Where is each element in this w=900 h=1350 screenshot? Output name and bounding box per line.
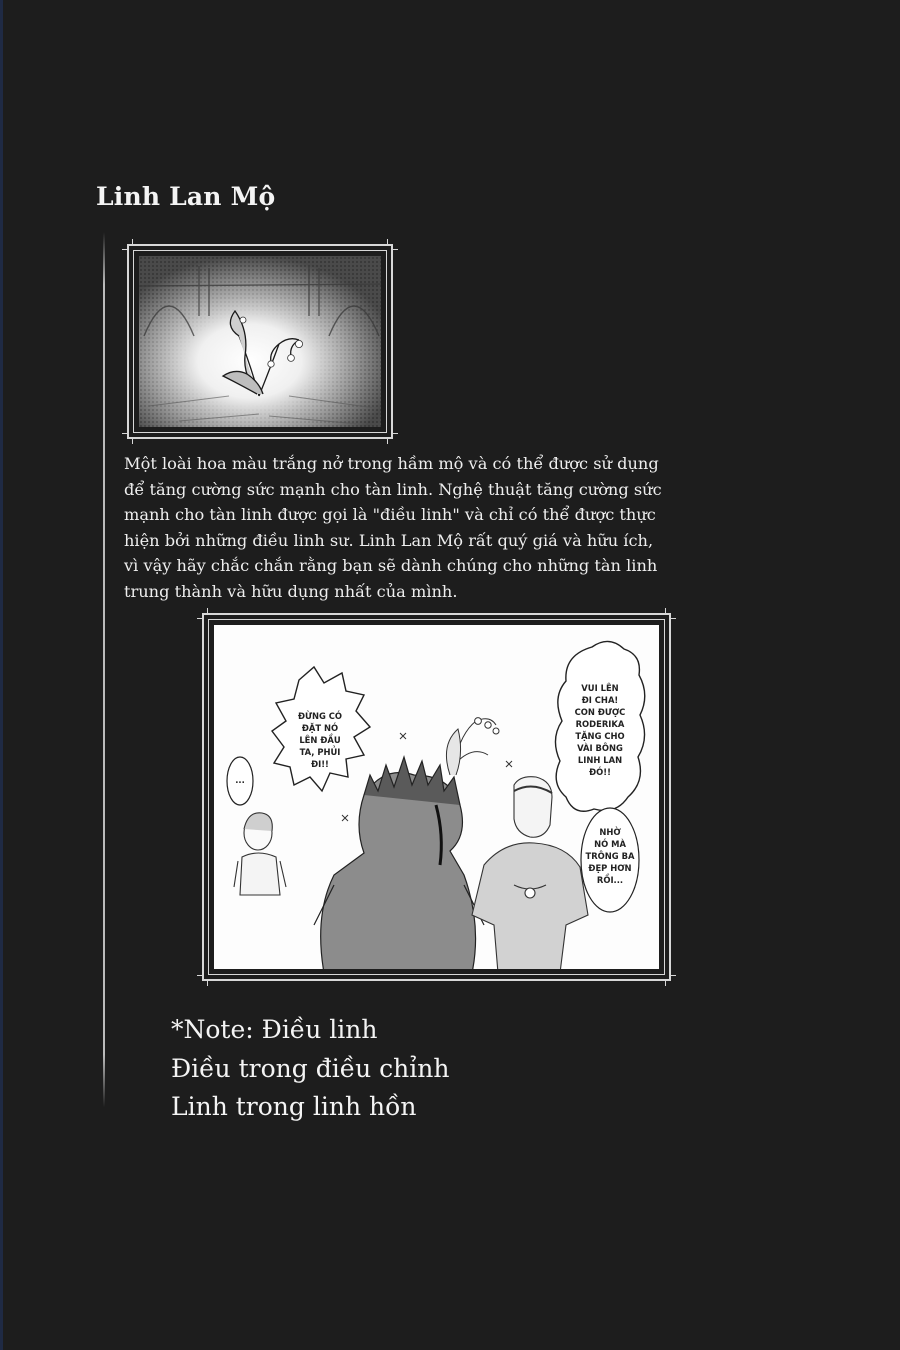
bubble-2-line: ... [235, 775, 245, 785]
bubble-4-line: ĐẸP HƠN [588, 863, 632, 873]
description-line: Một loài hoa màu trắng nở trong hầm mộ và có thể được sử dụng [124, 454, 659, 473]
comic-panel-image [214, 625, 659, 969]
description-line: vì vậy hãy chắc chắn rằng bạn sẽ dành chúng cho những tàn linh [124, 556, 658, 575]
bubble-1-line: ĐỪNG CÓ [297, 711, 343, 721]
bubble-3-line: ĐI CHA! [581, 695, 619, 705]
bubble-4-line: RỒI... [596, 875, 624, 885]
lily-of-the-valley-image [139, 256, 381, 427]
bubble-1-line: ĐẶT NÓ [301, 723, 339, 733]
bubble-3-line: VUI LÊN [581, 683, 619, 693]
bubble-4-line: NÓ MÀ [594, 839, 626, 849]
note-line: Điều trong điều chỉnh [171, 1053, 450, 1083]
page-title: Linh Lan Mộ [96, 182, 276, 211]
translator-note [171, 1011, 449, 1127]
bubble-3-line: VÀI BÔNG [577, 743, 623, 753]
description-line: mạnh cho tàn linh được gọi là "điều linh" và chỉ có thể được thực [124, 505, 656, 524]
comic-panel-frame [202, 613, 671, 981]
description-line: trung thành và hữu dụng nhất của mình. [124, 581, 458, 601]
woman-figure [234, 813, 286, 895]
bubble-1-line: LÊN ĐẦU [299, 735, 341, 745]
vertical-divider [103, 232, 105, 1107]
flower-illustration-frame [127, 244, 393, 439]
crowned-figure [314, 757, 484, 969]
bubble-3-line: TẶNG CHO [575, 731, 625, 741]
bubble-3-line: LINH LAN [577, 755, 623, 765]
bubble-4-line: NHỜ [599, 827, 621, 837]
note-line: *Note: Điều linh [171, 1015, 378, 1044]
bubble-4-line: TRÔNG BA [585, 851, 635, 861]
note-line: Linh trong linh hồn [171, 1092, 417, 1121]
page-edge [0, 0, 3, 1350]
bubble-3-line: ĐÓ!! [589, 767, 611, 777]
description-line: hiện bởi những điều linh sư. Linh Lan Mộ rất quý giá và hữu ích, [124, 530, 654, 550]
lily-on-crown [446, 718, 499, 775]
bubble-1-line: ĐI!! [311, 759, 329, 769]
item-description [124, 451, 684, 604]
bubble-3-line: CON ĐƯỢC [574, 707, 626, 717]
bubble-1-line: TA, PHỦI [299, 747, 341, 757]
bubble-3-line: RODERIKA [575, 719, 625, 729]
description-line: để tăng cường sức mạnh cho tàn linh. Nghệ thuật tăng cường sức [124, 479, 662, 499]
